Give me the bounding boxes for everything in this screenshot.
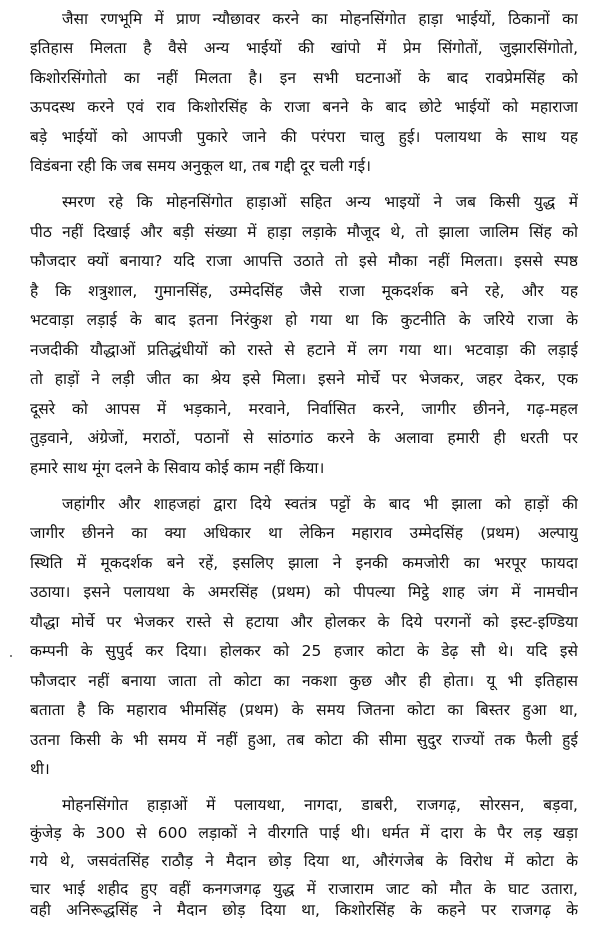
paragraph-line: बताता है कि महाराव भीमसिंह (प्रथम) के समय जितना कोटा का बिस्तर हुआ था, [30, 701, 578, 719]
paragraph-line: जहांगीर और शाहजहां द्वारा दिये स्वतंत्र पट्टों के बाद भी झाला को हाड़ों की [62, 495, 578, 513]
paragraph-line: मोहनसिंगोत हाड़ाओं में पलायथा, नागदा, डाबरी, राजगढ़, सोरसन, बड़वा, [62, 796, 578, 814]
paragraph-line: स्थिति में मूकदर्शक बने रहें, इसलिए झाला ने इनकी कमजोरी का भरपूर फायदा [30, 554, 578, 572]
paragraph-line: बड़े भाईयों को आपजी पुकारे जाने की परंपरा चालु हुई। पलायथा के साथ यह [30, 128, 578, 146]
paragraph-line: विडंबना रही कि जब समय अनुकूल था, तब गद्दी दूर चली गई। [30, 157, 371, 175]
paragraph-line: है कि शत्रुशाल, गुमानसिंह, उम्मेदसिंह जैसे राजा मूकदर्शक बने रहे, और यह [30, 282, 578, 300]
paragraph-line: तो हाड़ों ने लड़ी जीत का श्रेय इसे मिला। इसने मोर्चे पर भेजकर, जहर देकर, एक [30, 370, 578, 388]
paragraph-line: दूसरे को आपस में भड़काने, मरवाने, निर्वासित करने, जागीर छीनने, गढ़-महल [30, 400, 578, 418]
paragraph-line: गये थे, जसवंतसिंह राठौड़ ने मैदान छोड़ दिया था, औरंगजेब के विरोध में कोटा के [30, 852, 578, 870]
paragraph-line: पीठ नहीं दिखाई और बड़ी संख्या में हाड़ा लड़ाके मौजूद थे, तो झाला जालिम सिंह को [30, 223, 578, 241]
paragraph-line: कम्पनी के सुपुर्द कर दिया। होलकर को 25 हजार कोटा के डेढ़ सौ थे। यदि इसे [30, 642, 578, 660]
paragraph-line: जागीर छीनने का क्या अधिकार था लेकिन महाराव उम्मेदसिंह (प्रथम) अल्पायु [30, 524, 578, 542]
paragraph-line: कुंजेड़ के 300 से 600 लड़ाकों ने वीरगति पाई थी। धर्मत में दारा के पैर लड़ खड़ा [30, 824, 578, 842]
paragraph-line: जैसा रणभूमि में प्राण न्यौछावर करने का मोहनसिंगोत हाड़ा भाईयों, ठिकानों का [62, 10, 578, 28]
paragraph-line: स्मरण रहे कि मोहनसिंगोत हाड़ाओं सहित अन्य भाइयों ने जब किसी युद्ध में [62, 193, 578, 211]
paragraph-line: उठाया। इसने पलायथा के अमरसिंह (प्रथम) को पीपल्या मिट्ठे शाह जंग में नामचीन [30, 583, 578, 601]
paragraph-line: तुड़वाने, अंग्रेजों, मराठों, पठानों से सांठगांठ करने के अलावा हमारी ही धरती पर [30, 429, 578, 447]
paragraph-line: इतिहास मिलता है वैसे अन्य भाईयों की खांपो में प्रेम सिंगोतों, जुझारसिंगोतो, [30, 39, 578, 57]
paragraph-line: थी। [30, 760, 50, 778]
paragraph-line: नजदीकी यौद्धाओं प्रतिद्धंधीयों को रास्ते से हटाने में लग गया था। भटवाड़ा की लड़ाई [30, 341, 578, 359]
paragraph-line: यौद्धा मोर्चे पर भेजकर रास्ते से हटाया और होलकर के दिये परगनों को इस्ट-इण्डिया [30, 613, 578, 631]
paragraph-line: भटवाड़ा लड़ाई के बाद इतना निरंकुश हो गया था कि कुटनीति के जरिये राजा के [30, 311, 578, 329]
paragraph-line: ऊपदस्थ करने एवं राव किशोरसिंह के राजा बनने के बाद छोटे भाईयों को महाराजा [30, 98, 578, 116]
paragraph-line: चार भाई शहीद हुए वहीं कनगजगढ़ युद्ध में राजाराम जाट को मौत के घाट उतारा, [30, 880, 578, 898]
paragraph-line: हमारे साथ मूंग दलने के सिवाय कोई काम नहीं किया। [30, 459, 325, 477]
paragraph-line: उतना किसी के भी समय में नहीं हुआ, तब कोटा की सीमा सुदुर राज्यों तक फैली हुई [30, 731, 578, 749]
paragraph-line: वही अनिरूद्धसिंह ने मैदान छोड़ दिया था, किशोरसिंह के कहने पर राजगढ़ के [30, 901, 578, 919]
stray-ink-dot [10, 655, 12, 657]
paragraph-line: किशोरसिंगोतो का नहीं मिलता है। इन सभी घटनाओं के बाद रावप्रेमसिंह को [30, 69, 578, 87]
paragraph-line: फौजदार नहीं बनाया जाता तो कोटा का नकशा कुछ और ही होता। यू भी इतिहास [30, 672, 578, 690]
paragraph-line: फौजदार क्यों बनाया? यदि राजा आपत्ति उठाते तो इसे मौका नहीं मिलता। इससे स्पष्ठ [30, 252, 578, 270]
